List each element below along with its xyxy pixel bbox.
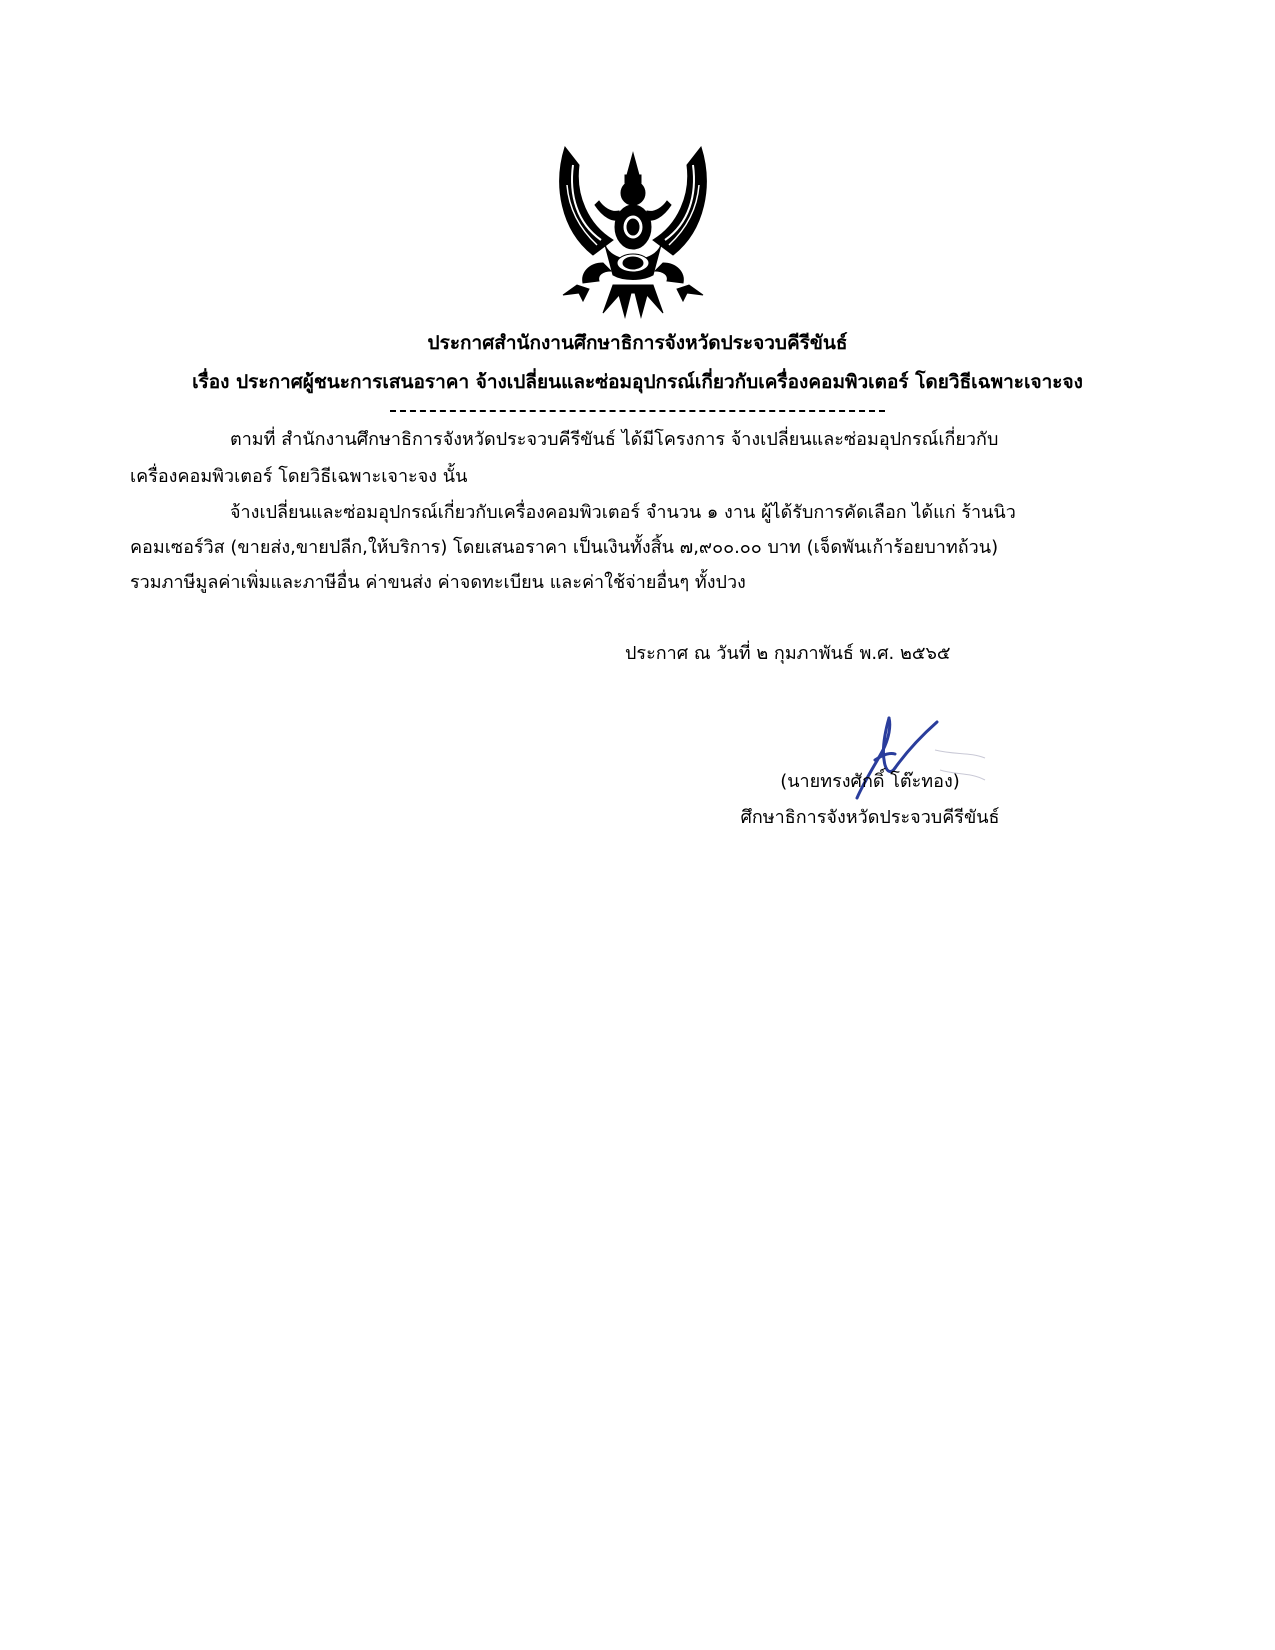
para1-line2: เครื่องคอมพิวเตอร์ โดยวิธีเฉพาะเจาะจง นั้น (130, 466, 468, 487)
para1-line1: ตามที่ สำนักงานศึกษาธิการจังหวัดประจวบคีรีขันธ์ ได้มีโครงการ จ้างเปลี่ยนและซ่อมอุปกรณ์เกี่ยวกับ (230, 429, 999, 450)
announcement-subject: เรื่อง ประกาศผู้ชนะการเสนอราคา จ้างเปลี่ยนและซ่อมอุปกรณ์เกี่ยวกับเครื่องคอมพิวเตอร์ โดยวิธีเฉพาะเจาะจง (192, 371, 1083, 393)
separator-line (390, 410, 885, 412)
para2-line3: รวมภาษีมูลค่าเพิ่มและภาษีอื่น ค่าขนส่ง ค่าจดทะเบียน และค่าใช้จ่ายอื่นๆ ทั้งปวง (130, 572, 746, 593)
announcement-title: ประกาศสำนักงานศึกษาธิการจังหวัดประจวบคีรีขันธ์ (427, 332, 848, 354)
signer-position: ศึกษาธิการจังหวัดประจวบคีรีขันธ์ (740, 807, 1000, 828)
para2-line2: คอมเซอร์วิส (ขายส่ง,ขายปลีก,ให้บริการ) โดยเสนอราคา เป็นเงินทั้งสิ้น ๗,๙๐๐.๐๐ บาท (เจ็ดพันเก้าร้อยบาทถ้วน) (130, 537, 999, 558)
signer-name: (นายทรงศักดิ์ โต๊ะทอง) (780, 771, 960, 792)
para2-line1: จ้างเปลี่ยนและซ่อมอุปกรณ์เกี่ยวกับเครื่องคอมพิวเตอร์ จำนวน ๑ งาน ผู้ได้รับการคัดเลือก ได้แก่ ร้านนิว (230, 502, 1016, 523)
announcement-date: ประกาศ ณ วันที่ ๒ กุมภาพันธ์ พ.ศ. ๒๕๖๕ (625, 643, 951, 664)
garuda-emblem-icon (553, 145, 713, 320)
